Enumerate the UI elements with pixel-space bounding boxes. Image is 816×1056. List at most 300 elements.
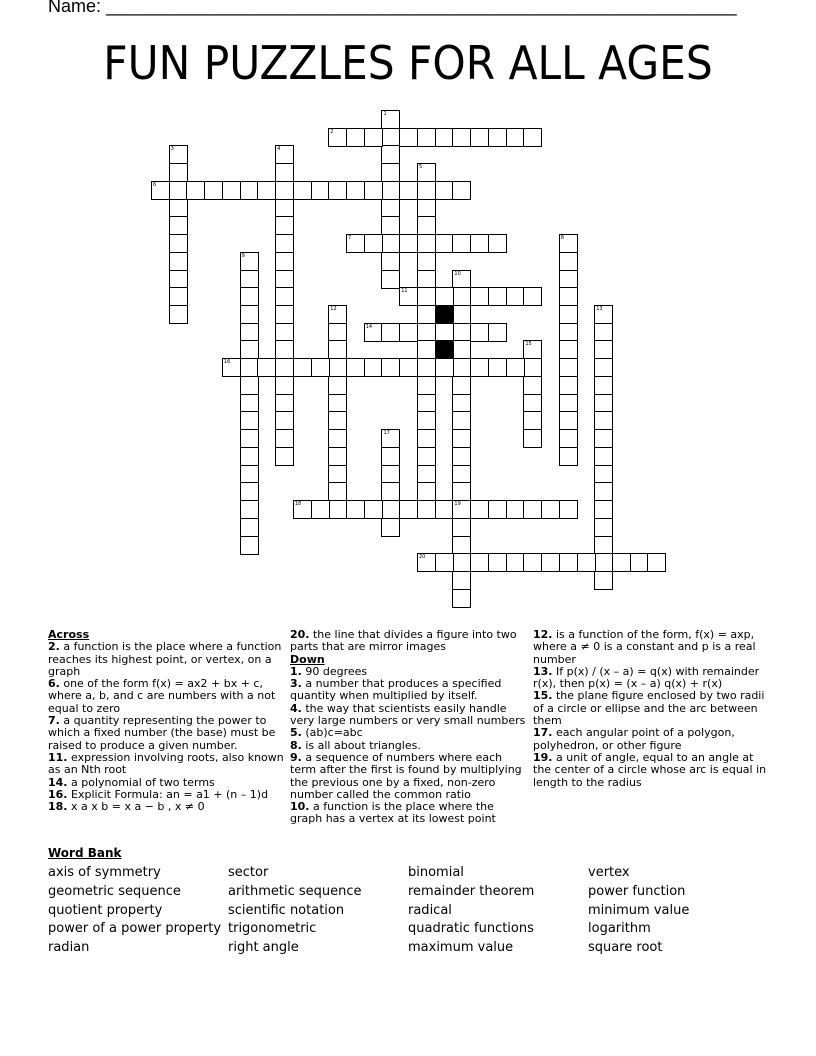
clue-text: (ab)c=abc: [301, 726, 363, 740]
grid-cell[interactable]: [594, 411, 613, 430]
grid-cell[interactable]: [559, 500, 578, 519]
grid-cell[interactable]: [399, 234, 418, 253]
grid-cell[interactable]: [381, 447, 400, 466]
clue-item: [48, 678, 288, 715]
grid-cell[interactable]: [417, 340, 436, 359]
grid-cell[interactable]: [257, 181, 276, 200]
grid-cell[interactable]: [452, 411, 471, 430]
grid-cell[interactable]: [222, 358, 241, 377]
grid-cell[interactable]: [399, 287, 418, 306]
grid-cell[interactable]: [488, 500, 507, 519]
grid-cell[interactable]: [452, 482, 471, 501]
grid-cell[interactable]: [417, 163, 436, 182]
word-bank-item: power of a power property: [48, 921, 222, 937]
grid-cell[interactable]: [399, 128, 418, 147]
clue-number: 9.: [290, 750, 302, 764]
grid-cell[interactable]: [364, 323, 383, 342]
grid-cell[interactable]: [328, 305, 347, 324]
clue-number: 4.: [290, 701, 302, 715]
grid-cell[interactable]: [240, 181, 259, 200]
clue-number: 15: [525, 341, 532, 348]
grid-cell[interactable]: [470, 323, 489, 342]
grid-cell[interactable]: [435, 358, 454, 377]
grid-cell[interactable]: [452, 358, 471, 377]
grid-cell[interactable]: [275, 411, 294, 430]
grid-cell[interactable]: [275, 305, 294, 324]
grid-cell[interactable]: [417, 482, 436, 501]
clue-number: 6: [153, 181, 157, 188]
grid-cell[interactable]: [328, 465, 347, 484]
grid-cell[interactable]: [452, 571, 471, 590]
grid-cell[interactable]: [594, 429, 613, 448]
grid-cell[interactable]: [381, 199, 400, 218]
grid-cell[interactable]: [311, 358, 330, 377]
grid-cell[interactable]: [364, 234, 383, 253]
name-field-label: Name: _______________________________________________________________: [48, 0, 737, 16]
clue-number: 9: [241, 252, 245, 259]
grid-cell[interactable]: [594, 553, 613, 572]
clue-text: is a function of the form, f(x) = axp, where a ≠ 0 is a constant and p is a real number: [533, 628, 756, 666]
clue-text: a sequence of numbers where each term after the first is found by multiplying the previous one by a fixed, non-zero number called the common ratio: [290, 750, 522, 801]
word-bank-row: [48, 864, 768, 883]
grid-cell[interactable]: [470, 358, 489, 377]
grid-cell[interactable]: [647, 553, 666, 572]
grid-cell[interactable]: [594, 518, 613, 537]
grid-cell[interactable]: [240, 518, 259, 537]
grid-cell[interactable]: [506, 358, 525, 377]
grid-cell[interactable]: [559, 358, 578, 377]
grid-cell[interactable]: [523, 340, 542, 359]
grid-cell[interactable]: [594, 482, 613, 501]
grid-cell[interactable]: [559, 553, 578, 572]
grid-cell[interactable]: [240, 536, 259, 555]
grid-cell[interactable]: [169, 305, 188, 324]
word-bank-item: axis of symmetry: [48, 865, 161, 880]
grid-cell[interactable]: [169, 216, 188, 235]
grid-cell[interactable]: [594, 376, 613, 395]
grid-cell[interactable]: [381, 500, 400, 519]
grid-cell[interactable]: [594, 571, 613, 590]
clue-column-2: [290, 629, 528, 826]
clue-number: 13.: [533, 664, 553, 678]
grid-cell[interactable]: [559, 270, 578, 289]
word-bank-item: vertex: [588, 865, 630, 880]
grid-cell[interactable]: [381, 429, 400, 448]
grid-cell[interactable]: [240, 465, 259, 484]
grid-cell[interactable]: [240, 447, 259, 466]
grid-cell[interactable]: [506, 553, 525, 572]
word-bank-row: [48, 902, 768, 921]
clue-number: 18.: [48, 800, 68, 814]
clue-number: 20: [418, 554, 426, 561]
across-heading: Across: [48, 628, 90, 641]
grid-cell[interactable]: [275, 216, 294, 235]
grid-cell[interactable]: [435, 500, 454, 519]
grid-cell[interactable]: [417, 465, 436, 484]
grid-cell[interactable]: [275, 181, 294, 200]
word-bank-item: quadratic functions: [408, 921, 534, 937]
clue-text: the plane figure enclosed by two radii of a circle or ellipse and the arc between them: [533, 689, 765, 728]
clue-number: 16: [223, 359, 231, 366]
grid-cell[interactable]: [488, 128, 507, 147]
grid-cell[interactable]: [523, 394, 542, 413]
grid-cell[interactable]: [559, 447, 578, 466]
grid-cell[interactable]: [346, 128, 365, 147]
grid-cell[interactable]: [275, 252, 294, 271]
grid-cell[interactable]: [381, 358, 400, 377]
grid-cell[interactable]: [275, 358, 294, 377]
grid-cell[interactable]: [523, 128, 542, 147]
word-bank-heading: Word Bank: [48, 846, 122, 860]
grid-cell[interactable]: [523, 429, 542, 448]
grid-cell[interactable]: [275, 163, 294, 182]
grid-cell[interactable]: [523, 376, 542, 395]
grid-cell[interactable]: [381, 145, 400, 164]
grid-cell[interactable]: [240, 482, 259, 501]
clue-number: 19: [454, 501, 461, 508]
grid-cell[interactable]: [452, 465, 471, 484]
grid-cell[interactable]: [523, 500, 542, 519]
clue-number: 1.: [290, 664, 302, 678]
grid-cell[interactable]: [452, 376, 471, 395]
grid-cell[interactable]: [417, 287, 436, 306]
grid-cell[interactable]: [594, 323, 613, 342]
grid-cell[interactable]: [417, 411, 436, 430]
grid-cell[interactable]: [381, 234, 400, 253]
grid-cell[interactable]: [240, 340, 259, 359]
grid-cell[interactable]: [452, 394, 471, 413]
grid-cell[interactable]: [186, 181, 205, 200]
grid-cell[interactable]: [452, 553, 471, 572]
grid-cell[interactable]: [240, 270, 259, 289]
grid-cell[interactable]: [470, 128, 489, 147]
grid-cell[interactable]: [399, 181, 418, 200]
clue-number: 11.: [48, 750, 68, 764]
grid-cell[interactable]: [275, 270, 294, 289]
grid-cell[interactable]: [328, 411, 347, 430]
grid-cell[interactable]: [346, 358, 365, 377]
grid-cell[interactable]: [452, 429, 471, 448]
clue-number: 6.: [48, 677, 60, 691]
grid-cell[interactable]: [452, 287, 471, 306]
word-bank-item: power function: [588, 883, 686, 899]
clue-text: a polynomial of two terms: [67, 775, 215, 789]
grid-cell[interactable]: [399, 323, 418, 342]
grid-cell[interactable]: [435, 323, 454, 342]
grid-cell[interactable]: [311, 500, 330, 519]
grid-cell[interactable]: [594, 305, 613, 324]
grid-cell[interactable]: [594, 447, 613, 466]
word-bank-item: binomial: [408, 865, 464, 880]
grid-cell[interactable]: [594, 536, 613, 555]
clue-number: 13: [596, 306, 603, 313]
grid-cell[interactable]: [275, 340, 294, 359]
grid-cell[interactable]: [293, 500, 312, 519]
clue-text: the line that divides a figure into two parts that are mirror images: [290, 628, 517, 654]
grid-cell[interactable]: [417, 553, 436, 572]
grid-cell[interactable]: [275, 287, 294, 306]
clue-number: 14.: [48, 775, 68, 789]
grid-cell[interactable]: [435, 234, 454, 253]
grid-cell[interactable]: [240, 376, 259, 395]
grid-cell[interactable]: [328, 429, 347, 448]
grid-cell[interactable]: [328, 394, 347, 413]
clue-number: 7.: [48, 714, 60, 728]
grid-cell[interactable]: [417, 447, 436, 466]
grid-cell[interactable]: [311, 181, 330, 200]
grid-cell[interactable]: [240, 500, 259, 519]
grid-cell[interactable]: [594, 500, 613, 519]
grid-cell[interactable]: [559, 323, 578, 342]
grid-cell[interactable]: [452, 518, 471, 537]
grid-cell[interactable]: [240, 358, 259, 377]
grid-cell[interactable]: [328, 181, 347, 200]
grid-cell[interactable]: [488, 323, 507, 342]
grid-cell[interactable]: [381, 465, 400, 484]
clue-text: expression involving roots, also known as an Nth root: [48, 750, 284, 777]
grid-cell[interactable]: [488, 358, 507, 377]
grid-cell[interactable]: [328, 128, 347, 147]
grid-cell[interactable]: [452, 181, 471, 200]
grid-cell[interactable]: [523, 287, 542, 306]
grid-cell[interactable]: [417, 305, 436, 324]
grid-cell[interactable]: [470, 500, 489, 519]
grid-cell[interactable]: [488, 553, 507, 572]
grid-cell[interactable]: [452, 270, 471, 289]
grid-cell[interactable]: [594, 340, 613, 359]
word-bank-item: right angle: [228, 940, 299, 956]
grid-cell[interactable]: [452, 536, 471, 555]
grid-cell[interactable]: [541, 553, 560, 572]
grid-cell[interactable]: [275, 323, 294, 342]
grid-cell[interactable]: [275, 376, 294, 395]
grid-cell[interactable]: [417, 358, 436, 377]
grid-cell[interactable]: [417, 429, 436, 448]
grid-cell[interactable]: [328, 323, 347, 342]
grid-cell[interactable]: [470, 553, 489, 572]
grid-cell[interactable]: [488, 287, 507, 306]
clue-number: 10.: [290, 800, 310, 814]
grid-cell[interactable]: [364, 128, 383, 147]
clue-number: 12: [330, 306, 337, 313]
grid-cell[interactable]: [151, 181, 170, 200]
clue-text: x a x b = x a − b , x ≠ 0: [67, 800, 205, 814]
word-bank-item: sector: [228, 865, 269, 880]
clue-column-1: [48, 629, 288, 813]
grid-cell[interactable]: [559, 376, 578, 395]
grid-cell[interactable]: [506, 287, 525, 306]
grid-cell[interactable]: [417, 199, 436, 218]
grid-cell[interactable]: [328, 340, 347, 359]
grid-cell[interactable]: [594, 358, 613, 377]
grid-cell[interactable]: [452, 340, 471, 359]
clue-text: is all about triangles.: [301, 738, 421, 752]
grid-cell[interactable]: [275, 199, 294, 218]
grid-cell[interactable]: [417, 394, 436, 413]
grid-cell[interactable]: [381, 252, 400, 271]
word-bank-item: geometric sequence: [48, 883, 181, 899]
grid-cell[interactable]: [275, 447, 294, 466]
grid-cell[interactable]: [275, 394, 294, 413]
grid-cell[interactable]: [328, 482, 347, 501]
black-square: [435, 340, 454, 359]
grid-cell[interactable]: [346, 234, 365, 253]
grid-cell[interactable]: [381, 518, 400, 537]
grid-cell[interactable]: [275, 429, 294, 448]
grid-cell[interactable]: [559, 429, 578, 448]
grid-cell[interactable]: [435, 181, 454, 200]
grid-cell[interactable]: [594, 465, 613, 484]
grid-cell[interactable]: [452, 589, 471, 608]
grid-cell[interactable]: [240, 411, 259, 430]
grid-cell[interactable]: [452, 500, 471, 519]
grid-cell[interactable]: [364, 358, 383, 377]
grid-cell[interactable]: [417, 128, 436, 147]
clue-item: [48, 715, 288, 752]
clue-number: 4: [277, 146, 281, 153]
clue-text: a number that produces a specified quantity when multiplied by itself.: [290, 677, 502, 703]
grid-cell[interactable]: [435, 128, 454, 147]
grid-cell[interactable]: [559, 305, 578, 324]
grid-cell[interactable]: [364, 500, 383, 519]
grid-cell[interactable]: [452, 128, 471, 147]
grid-cell[interactable]: [488, 234, 507, 253]
word-bank-item: arithmetic sequence: [228, 883, 362, 899]
grid-cell[interactable]: [364, 181, 383, 200]
grid-cell[interactable]: [559, 287, 578, 306]
clue-number: 2: [330, 128, 334, 135]
grid-cell[interactable]: [275, 234, 294, 253]
word-bank-item: quotient property: [48, 902, 163, 918]
grid-cell[interactable]: [381, 270, 400, 289]
grid-cell[interactable]: [204, 181, 223, 200]
grid-cell[interactable]: [399, 358, 418, 377]
grid-cell[interactable]: [240, 287, 259, 306]
grid-cell[interactable]: [169, 199, 188, 218]
grid-cell[interactable]: [559, 411, 578, 430]
grid-cell[interactable]: [240, 252, 259, 271]
clue-text: a unit of angle, equal to an angle at the center of a circle whose arc is equal in length to the radius: [533, 750, 767, 789]
grid-cell[interactable]: [417, 234, 436, 253]
grid-cell[interactable]: [470, 287, 489, 306]
grid-cell[interactable]: [577, 553, 596, 572]
grid-cell[interactable]: [506, 500, 525, 519]
grid-cell[interactable]: [328, 500, 347, 519]
grid-cell[interactable]: [257, 358, 276, 377]
grid-cell[interactable]: [559, 234, 578, 253]
grid-cell[interactable]: [169, 145, 188, 164]
clue-item: [290, 629, 528, 654]
grid-cell[interactable]: [452, 323, 471, 342]
grid-cell[interactable]: [346, 500, 365, 519]
grid-cell[interactable]: [417, 252, 436, 271]
clue-number: 5: [418, 164, 423, 171]
grid-cell[interactable]: [630, 553, 649, 572]
grid-cell[interactable]: [293, 181, 312, 200]
grid-cell[interactable]: [328, 447, 347, 466]
grid-cell[interactable]: [523, 411, 542, 430]
grid-cell[interactable]: [381, 110, 400, 129]
grid-cell[interactable]: [346, 181, 365, 200]
grid-cell[interactable]: [222, 181, 241, 200]
grid-cell[interactable]: [417, 270, 436, 289]
grid-cell[interactable]: [293, 358, 312, 377]
black-square: [435, 305, 454, 324]
clue-text: each angular point of a polygon, polyhedron, or other figure: [533, 726, 735, 752]
grid-cell[interactable]: [452, 447, 471, 466]
grid-cell[interactable]: [417, 216, 436, 235]
grid-cell[interactable]: [275, 145, 294, 164]
grid-cell[interactable]: [240, 323, 259, 342]
clue-number: 8: [560, 235, 564, 242]
grid-cell[interactable]: [381, 482, 400, 501]
grid-cell[interactable]: [381, 181, 400, 200]
grid-cell[interactable]: [435, 553, 454, 572]
clue-text: Explicit Formula: an = a1 + (n – 1)d: [67, 787, 269, 801]
grid-cell[interactable]: [559, 252, 578, 271]
grid-cell[interactable]: [240, 394, 259, 413]
grid-cell[interactable]: [169, 163, 188, 182]
grid-cell[interactable]: [612, 553, 631, 572]
grid-cell[interactable]: [452, 234, 471, 253]
clue-number: 5.: [290, 726, 302, 740]
clue-item: [48, 801, 288, 813]
word-bank-item: trigonometric: [228, 921, 317, 937]
clue-text: a function is the place where the graph has a vertex at its lowest point: [290, 800, 496, 826]
grid-cell[interactable]: [523, 358, 542, 377]
grid-cell[interactable]: [240, 305, 259, 324]
grid-cell[interactable]: [452, 305, 471, 324]
grid-cell[interactable]: [381, 323, 400, 342]
grid-cell[interactable]: [381, 128, 400, 147]
grid-cell[interactable]: [240, 429, 259, 448]
grid-cell[interactable]: [169, 181, 188, 200]
grid-cell[interactable]: [506, 128, 525, 147]
grid-cell[interactable]: [417, 500, 436, 519]
grid-cell[interactable]: [381, 216, 400, 235]
word-bank-item: radical: [408, 902, 452, 918]
grid-cell[interactable]: [541, 500, 560, 519]
grid-cell[interactable]: [523, 553, 542, 572]
grid-cell[interactable]: [417, 181, 436, 200]
grid-cell[interactable]: [435, 287, 454, 306]
grid-cell[interactable]: [417, 376, 436, 395]
clue-item: [48, 641, 288, 678]
grid-cell[interactable]: [559, 340, 578, 359]
grid-cell[interactable]: [169, 252, 188, 271]
grid-cell[interactable]: [594, 394, 613, 413]
clue-item: [533, 727, 769, 752]
clue-number: 17: [383, 430, 390, 437]
grid-cell[interactable]: [169, 270, 188, 289]
word-bank-item: minimum value: [588, 902, 690, 918]
grid-cell[interactable]: [328, 358, 347, 377]
grid-cell[interactable]: [559, 394, 578, 413]
word-bank-row: [48, 920, 768, 939]
clue-number: 12.: [533, 628, 553, 641]
grid-cell[interactable]: [169, 287, 188, 306]
grid-cell[interactable]: [328, 376, 347, 395]
clue-number: 16.: [48, 787, 68, 801]
grid-cell[interactable]: [381, 163, 400, 182]
grid-cell[interactable]: [169, 234, 188, 253]
word-bank-item: maximum value: [408, 940, 514, 956]
grid-cell[interactable]: [470, 234, 489, 253]
grid-cell[interactable]: [399, 500, 418, 519]
clue-text: one of the form f(x) = ax2 + bx + c, where a, b, and c are numbers with a not equal to zero: [48, 677, 276, 715]
clue-item: [290, 703, 528, 728]
grid-cell[interactable]: [417, 323, 436, 342]
